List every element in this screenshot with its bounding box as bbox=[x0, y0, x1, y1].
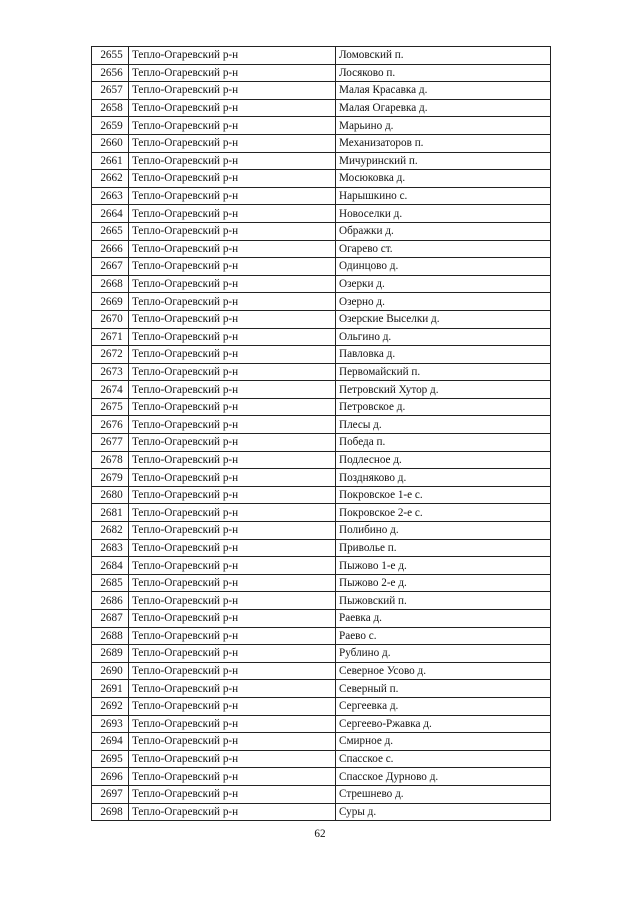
table-row bbox=[92, 310, 551, 328]
row-district: Тепло-Огаревский р-н bbox=[129, 557, 336, 575]
row-place: Первомайский п. bbox=[336, 363, 551, 381]
row-number: 2695 bbox=[92, 750, 129, 768]
settlements-table bbox=[91, 46, 551, 821]
row-number: 2656 bbox=[92, 64, 129, 82]
row-district: Тепло-Огаревский р-н bbox=[129, 785, 336, 803]
table-row bbox=[92, 170, 551, 188]
row-number: 2669 bbox=[92, 293, 129, 311]
row-place: Огарево ст. bbox=[336, 240, 551, 258]
row-place: Раевка д. bbox=[336, 610, 551, 628]
row-number: 2668 bbox=[92, 275, 129, 293]
row-place: Покровское 1-е с. bbox=[336, 486, 551, 504]
table-row bbox=[92, 469, 551, 487]
row-district: Тепло-Огаревский р-н bbox=[129, 733, 336, 751]
table-row bbox=[92, 82, 551, 100]
row-number: 2665 bbox=[92, 222, 129, 240]
row-place: Сергеевка д. bbox=[336, 697, 551, 715]
row-place: Мосюковка д. bbox=[336, 170, 551, 188]
row-district: Тепло-Огаревский р-н bbox=[129, 363, 336, 381]
row-district: Тепло-Огаревский р-н bbox=[129, 99, 336, 117]
row-district: Тепло-Огаревский р-н bbox=[129, 451, 336, 469]
table-row bbox=[92, 750, 551, 768]
row-district: Тепло-Огаревский р-н bbox=[129, 134, 336, 152]
row-district: Тепло-Огаревский р-н bbox=[129, 64, 336, 82]
table-row bbox=[92, 680, 551, 698]
row-number: 2667 bbox=[92, 258, 129, 276]
row-district: Тепло-Огаревский р-н bbox=[129, 803, 336, 821]
row-district: Тепло-Огаревский р-н bbox=[129, 574, 336, 592]
table-row bbox=[92, 504, 551, 522]
row-district: Тепло-Огаревский р-н bbox=[129, 539, 336, 557]
table-row bbox=[92, 627, 551, 645]
row-number: 2690 bbox=[92, 662, 129, 680]
row-district: Тепло-Огаревский р-н bbox=[129, 293, 336, 311]
row-number: 2655 bbox=[92, 47, 129, 65]
table-row bbox=[92, 363, 551, 381]
row-number: 2658 bbox=[92, 99, 129, 117]
row-district: Тепло-Огаревский р-н bbox=[129, 645, 336, 663]
row-number: 2678 bbox=[92, 451, 129, 469]
row-place: Раево с. bbox=[336, 627, 551, 645]
row-place: Смирное д. bbox=[336, 733, 551, 751]
table-row bbox=[92, 662, 551, 680]
row-place: Озерские Выселки д. bbox=[336, 310, 551, 328]
row-district: Тепло-Огаревский р-н bbox=[129, 328, 336, 346]
row-district: Тепло-Огаревский р-н bbox=[129, 715, 336, 733]
row-place: Озерки д. bbox=[336, 275, 551, 293]
row-district: Тепло-Огаревский р-н bbox=[129, 486, 336, 504]
row-place: Малая Огаревка д. bbox=[336, 99, 551, 117]
row-district: Тепло-Огаревский р-н bbox=[129, 187, 336, 205]
table-row bbox=[92, 47, 551, 65]
row-number: 2671 bbox=[92, 328, 129, 346]
table-row bbox=[92, 346, 551, 364]
row-number: 2675 bbox=[92, 398, 129, 416]
row-place: Приволье п. bbox=[336, 539, 551, 557]
row-place: Ольгино д. bbox=[336, 328, 551, 346]
row-district: Тепло-Огаревский р-н bbox=[129, 768, 336, 786]
row-district: Тепло-Огаревский р-н bbox=[129, 275, 336, 293]
row-place: Петровский Хутор д. bbox=[336, 381, 551, 399]
row-district: Тепло-Огаревский р-н bbox=[129, 240, 336, 258]
row-district: Тепло-Огаревский р-н bbox=[129, 750, 336, 768]
row-place: Суры д. bbox=[336, 803, 551, 821]
row-place: Лосяково п. bbox=[336, 64, 551, 82]
table-row bbox=[92, 381, 551, 399]
row-place: Стрешнево д. bbox=[336, 785, 551, 803]
row-place: Ломовский п. bbox=[336, 47, 551, 65]
table-row bbox=[92, 240, 551, 258]
row-district: Тепло-Огаревский р-н bbox=[129, 258, 336, 276]
row-number: 2688 bbox=[92, 627, 129, 645]
row-district: Тепло-Огаревский р-н bbox=[129, 170, 336, 188]
row-place: Озерно д. bbox=[336, 293, 551, 311]
settlements-table-body bbox=[92, 47, 551, 821]
table-row bbox=[92, 398, 551, 416]
row-place: Спасское с. bbox=[336, 750, 551, 768]
table-row bbox=[92, 803, 551, 821]
row-district: Тепло-Огаревский р-н bbox=[129, 82, 336, 100]
table-row bbox=[92, 416, 551, 434]
row-number: 2697 bbox=[92, 785, 129, 803]
row-district: Тепло-Огаревский р-н bbox=[129, 152, 336, 170]
row-district: Тепло-Огаревский р-н bbox=[129, 310, 336, 328]
row-number: 2692 bbox=[92, 697, 129, 715]
row-district: Тепло-Огаревский р-н bbox=[129, 627, 336, 645]
row-place: Поздняково д. bbox=[336, 469, 551, 487]
table-row bbox=[92, 99, 551, 117]
table-row bbox=[92, 222, 551, 240]
row-district: Тепло-Огаревский р-н bbox=[129, 117, 336, 135]
table-row bbox=[92, 733, 551, 751]
row-district: Тепло-Огаревский р-н bbox=[129, 522, 336, 540]
row-district: Тепло-Огаревский р-н bbox=[129, 469, 336, 487]
row-place: Победа п. bbox=[336, 434, 551, 452]
row-district: Тепло-Огаревский р-н bbox=[129, 381, 336, 399]
table-row bbox=[92, 592, 551, 610]
table-row bbox=[92, 258, 551, 276]
row-place: Плесы д. bbox=[336, 416, 551, 434]
row-number: 2683 bbox=[92, 539, 129, 557]
row-number: 2691 bbox=[92, 680, 129, 698]
row-district: Тепло-Огаревский р-н bbox=[129, 610, 336, 628]
table-row bbox=[92, 785, 551, 803]
row-place: Полибино д. bbox=[336, 522, 551, 540]
row-district: Тепло-Огаревский р-н bbox=[129, 592, 336, 610]
table-row bbox=[92, 275, 551, 293]
row-district: Тепло-Огаревский р-н bbox=[129, 504, 336, 522]
table-row bbox=[92, 293, 551, 311]
table-row bbox=[92, 152, 551, 170]
row-district: Тепло-Огаревский р-н bbox=[129, 222, 336, 240]
row-place: Пыжовский п. bbox=[336, 592, 551, 610]
table-row bbox=[92, 610, 551, 628]
row-number: 2662 bbox=[92, 170, 129, 188]
table-row bbox=[92, 205, 551, 223]
row-number: 2693 bbox=[92, 715, 129, 733]
row-place: Малая Красавка д. bbox=[336, 82, 551, 100]
row-number: 2664 bbox=[92, 205, 129, 223]
row-district: Тепло-Огаревский р-н bbox=[129, 662, 336, 680]
row-number: 2661 bbox=[92, 152, 129, 170]
table-row bbox=[92, 486, 551, 504]
table-row bbox=[92, 768, 551, 786]
row-place: Павловка д. bbox=[336, 346, 551, 364]
row-place: Подлесное д. bbox=[336, 451, 551, 469]
table-row bbox=[92, 715, 551, 733]
row-number: 2679 bbox=[92, 469, 129, 487]
row-place: Рублино д. bbox=[336, 645, 551, 663]
table-row bbox=[92, 522, 551, 540]
row-place: Спасское Дурново д. bbox=[336, 768, 551, 786]
table-row bbox=[92, 574, 551, 592]
row-number: 2698 bbox=[92, 803, 129, 821]
row-number: 2685 bbox=[92, 574, 129, 592]
row-place: Пыжово 2-е д. bbox=[336, 574, 551, 592]
row-district: Тепло-Огаревский р-н bbox=[129, 697, 336, 715]
row-number: 2674 bbox=[92, 381, 129, 399]
row-number: 2659 bbox=[92, 117, 129, 135]
row-number: 2686 bbox=[92, 592, 129, 610]
page-number: 62 bbox=[314, 828, 326, 840]
row-number: 2694 bbox=[92, 733, 129, 751]
table-row bbox=[92, 645, 551, 663]
row-place: Сергеево-Ржавка д. bbox=[336, 715, 551, 733]
table-row bbox=[92, 451, 551, 469]
row-place: Северное Усово д. bbox=[336, 662, 551, 680]
row-number: 2676 bbox=[92, 416, 129, 434]
row-place: Механизаторов п. bbox=[336, 134, 551, 152]
table-row bbox=[92, 539, 551, 557]
table-row bbox=[92, 557, 551, 575]
row-district: Тепло-Огаревский р-н bbox=[129, 205, 336, 223]
row-place: Мичуринский п. bbox=[336, 152, 551, 170]
row-district: Тепло-Огаревский р-н bbox=[129, 680, 336, 698]
table-row bbox=[92, 187, 551, 205]
row-number: 2687 bbox=[92, 610, 129, 628]
row-number: 2673 bbox=[92, 363, 129, 381]
row-number: 2663 bbox=[92, 187, 129, 205]
row-number: 2681 bbox=[92, 504, 129, 522]
row-district: Тепло-Огаревский р-н bbox=[129, 47, 336, 65]
table-row bbox=[92, 697, 551, 715]
row-number: 2684 bbox=[92, 557, 129, 575]
row-number: 2680 bbox=[92, 486, 129, 504]
row-district: Тепло-Огаревский р-н bbox=[129, 398, 336, 416]
row-number: 2666 bbox=[92, 240, 129, 258]
table-row bbox=[92, 134, 551, 152]
row-district: Тепло-Огаревский р-н bbox=[129, 416, 336, 434]
row-place: Покровское 2-е с. bbox=[336, 504, 551, 522]
row-number: 2677 bbox=[92, 434, 129, 452]
row-place: Петровское д. bbox=[336, 398, 551, 416]
table-row bbox=[92, 117, 551, 135]
row-place: Ображки д. bbox=[336, 222, 551, 240]
row-number: 2660 bbox=[92, 134, 129, 152]
row-number: 2696 bbox=[92, 768, 129, 786]
row-number: 2672 bbox=[92, 346, 129, 364]
row-number: 2689 bbox=[92, 645, 129, 663]
row-place: Пыжово 1-е д. bbox=[336, 557, 551, 575]
row-number: 2670 bbox=[92, 310, 129, 328]
row-place: Нарышкино с. bbox=[336, 187, 551, 205]
row-place: Новоселки д. bbox=[336, 205, 551, 223]
table-row bbox=[92, 434, 551, 452]
row-number: 2657 bbox=[92, 82, 129, 100]
table-row bbox=[92, 64, 551, 82]
row-district: Тепло-Огаревский р-н bbox=[129, 434, 336, 452]
table-row bbox=[92, 328, 551, 346]
row-number: 2682 bbox=[92, 522, 129, 540]
row-district: Тепло-Огаревский р-н bbox=[129, 346, 336, 364]
row-place: Марьино д. bbox=[336, 117, 551, 135]
row-place: Северный п. bbox=[336, 680, 551, 698]
row-place: Одинцово д. bbox=[336, 258, 551, 276]
